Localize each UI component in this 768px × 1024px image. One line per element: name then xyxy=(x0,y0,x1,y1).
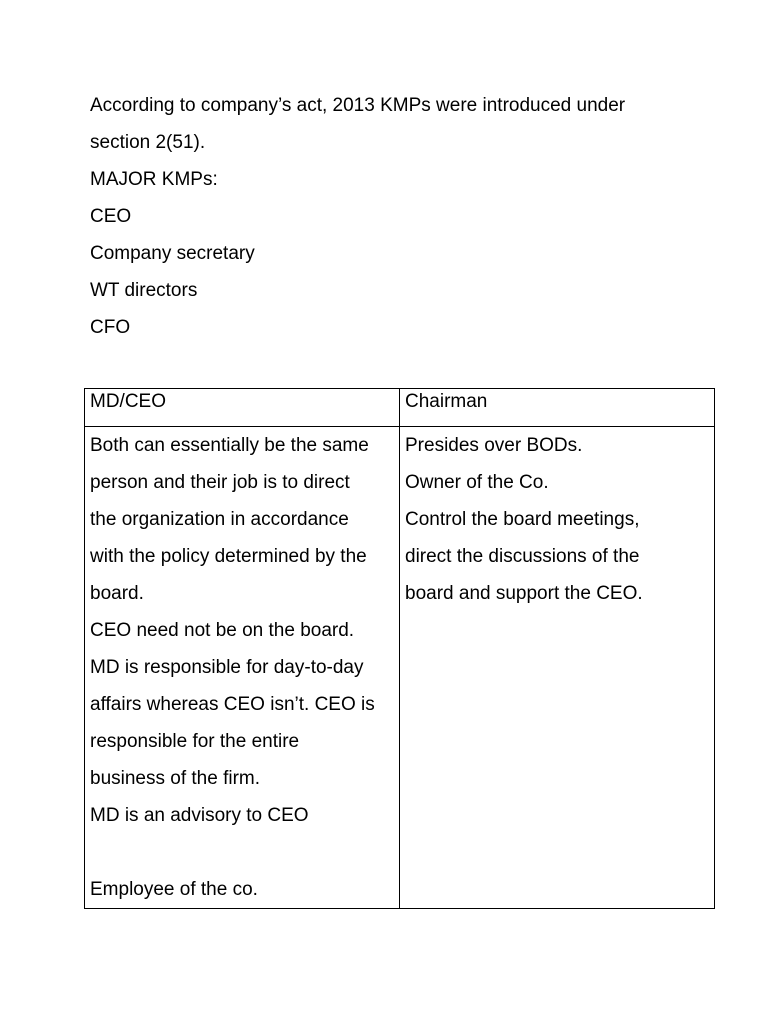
kmp-list-heading: MAJOR KMPs: xyxy=(90,169,218,190)
cell-line: the organization in accordance xyxy=(90,509,349,530)
cell-line: Employee of the co. xyxy=(90,879,258,900)
cell-line: business of the firm. xyxy=(90,768,261,789)
cell-line: Both can essentially be the same xyxy=(90,435,369,456)
md-ceo-cell xyxy=(85,427,400,909)
kmp-list-item: CEO xyxy=(90,206,132,227)
blank-line xyxy=(90,834,394,871)
cell-line: direct the discussions of the xyxy=(405,546,640,567)
cell-line: board and support the CEO. xyxy=(405,583,643,604)
cell-line: responsible for the entire xyxy=(90,731,300,752)
cell-line: Owner of the Co. xyxy=(405,472,549,493)
kmp-list-item: Company secretary xyxy=(90,243,255,264)
cell-line: with the policy determined by the xyxy=(90,546,367,567)
kmp-list-item: WT directors xyxy=(90,280,198,301)
cell-line: person and their job is to direct xyxy=(90,472,350,493)
cell-line: MD is responsible for day-to-day xyxy=(90,657,364,678)
cell-line: affairs whereas CEO isn’t. CEO is xyxy=(90,694,375,715)
cell-line: board. xyxy=(90,583,144,604)
intro-text xyxy=(90,87,710,346)
cell-line: Presides over BODs. xyxy=(405,435,583,456)
cell-line: MD is an advisory to CEO xyxy=(90,805,309,826)
table-header-row xyxy=(85,389,715,427)
cell-line: Control the board meetings, xyxy=(405,509,640,530)
intro-line: section 2(51). xyxy=(90,132,206,153)
chairman-cell xyxy=(400,427,715,909)
cell-line: CEO need not be on the board. xyxy=(90,620,355,641)
header-md-ceo: MD/CEO xyxy=(85,389,400,427)
table-row xyxy=(85,427,715,909)
comparison-table xyxy=(84,388,715,909)
intro-line: According to company’s act, 2013 KMPs were introduced under xyxy=(90,95,626,116)
header-chairman: Chairman xyxy=(400,389,715,427)
kmp-list-item: CFO xyxy=(90,317,131,338)
